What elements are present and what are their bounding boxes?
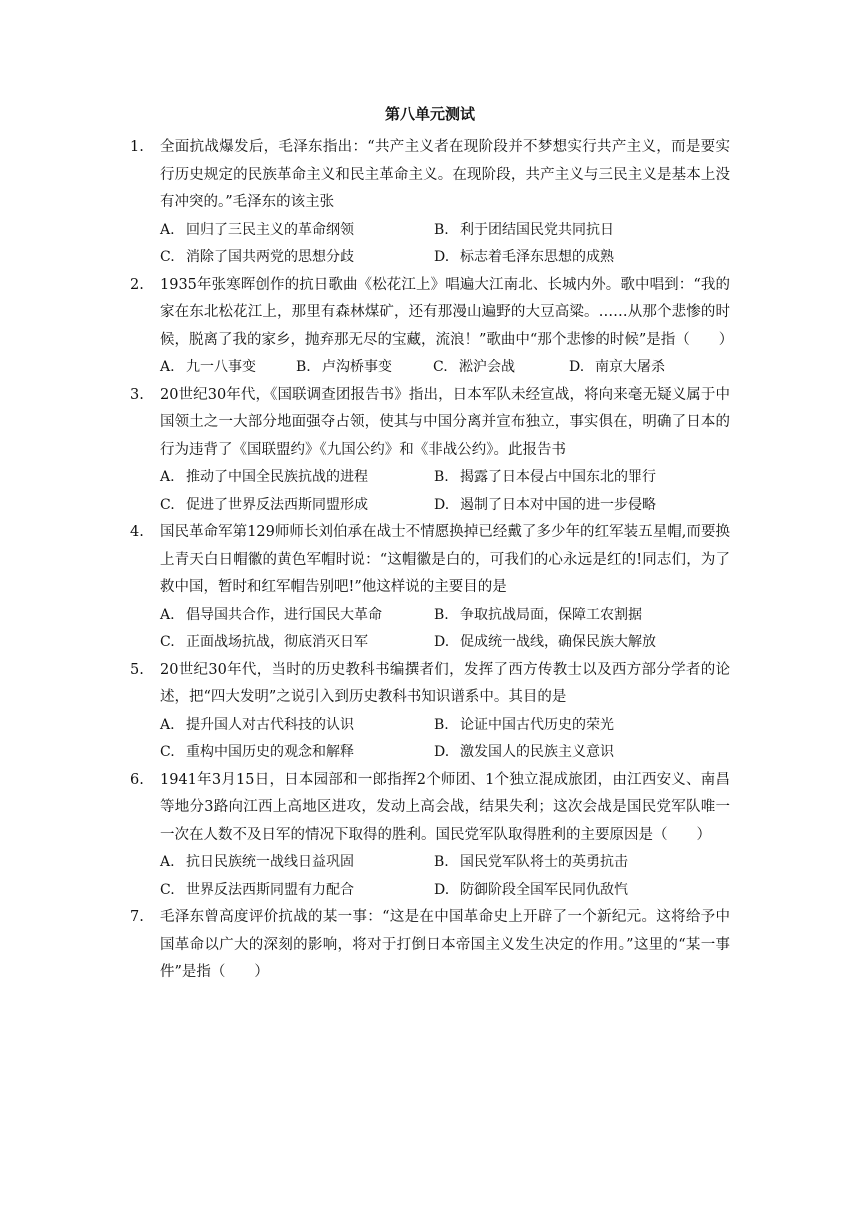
options [160,712,730,767]
option-a: A. 抗日民族统一战线日益巩固 [160,854,354,870]
options [160,217,730,272]
option-b: B. 论证中国古代历史的荣光 [434,716,614,733]
question-stem: 1935年张寒晖创作的抗日歌曲《松花江上》唱遍大江南北、长城内外。歌中唱到：“我的家在东北松花江上，那里有森林煤矿，还有那漫山遍野的大豆高粱。……从那个悲惨的时候，脱离了我的家乡，抛弃那无尽的宝藏，流浪！”歌曲中“那个悲惨的时候”是指（ ） [160,276,734,348]
question-6 [130,767,730,905]
question-1 [130,134,730,272]
option-c: C. 世界反法西斯同盟有力配合 [160,881,354,898]
question-stem: 国民革命军第129师师长刘伯承在战士不情愿换掉已经戴了多少年的红军装五星帽,而要换上青天白日帽徽的黄色军帽时说：“这帽徽是白的，可我们的心永远是红的!同志们，为了救中国，暂时和红军帽告别吧!”他这样说的主要目的是 [160,524,730,595]
option-d: D. 南京大屠杀 [569,359,665,375]
option-b: B. 利于团结国民党共同抗日 [434,221,614,238]
option-c: C. 重构中国历史的观念和解释 [160,744,354,760]
question-stem: 毛泽东曾高度评价抗战的某一事：“这是在中国革命史上开辟了一个新纪元。这将给予中国革命以广大的深刻的影响，将对于打倒日本帝国主义发生决定的作用。”这里的“某一事件”是指（ ） [160,909,730,980]
question-3 [130,382,730,520]
options [160,464,730,519]
question-number: 2. [130,276,144,293]
option-a: A. 提升国人对古代科技的认识 [160,716,354,733]
option-a: A. 倡导国共合作，进行国民大革命 [160,606,382,623]
question-stem: 20世纪30年代，当时的历史教科书编撰者们，发挥了西方传教士以及西方部分学者的论述，把“四大发明”之说引入到历史教科书知识谱系中。其目的是 [160,661,730,705]
question-stem: 全面抗战爆发后，毛泽东指出：“共产主义者在现阶段并不梦想实行共产主义，而是要实行历史规定的民族革命主义和民主革命主义。在现阶段，共产主义与三民主义是基本上没有冲突的。”毛泽东的该主张 [160,139,730,210]
option-c: C. 淞沪会战 [433,359,515,375]
option-c: C. 消除了国共两党的思想分歧 [160,249,354,265]
option-d: D. 激发国人的民族主义意识 [434,744,614,760]
option-a: A. 回归了三民主义的革命纲领 [160,221,354,238]
question-stem: 20世纪30年代，《国联调查团报告书》指出，日本军队未经宣战，将向来毫无疑义属于中国领土之一大部分地面强夺占领，使其与中国分离并宣布独立，事实俱在，明确了日本的行为违背了《国联盟约》《九国公约》和《非战公约》。此报告书 [160,386,730,458]
options [160,849,730,904]
option-a: A. 九一八事变 [160,359,256,375]
question-number: 1. [130,139,144,155]
options [160,602,730,657]
question-number: 5. [130,661,144,678]
question-2 [130,272,734,382]
option-d: D. 防御阶段全国军民同仇敌忾 [434,881,628,898]
options [160,354,730,382]
question-list [130,134,734,987]
page-title: 第八单元测试 [384,105,475,123]
question-number: 7. [130,909,144,925]
option-c: C. 促进了世界反法西斯同盟形成 [160,496,368,513]
question-number: 4. [130,524,144,540]
question-number: 3. [130,386,144,403]
option-d: D. 遏制了日本对中国的进一步侵略 [434,496,656,513]
option-d: D. 标志着毛泽东思想的成熟 [434,249,614,265]
option-b: B. 揭露了日本侵占中国东北的罪行 [434,469,656,485]
option-d: D. 促成统一战线，确保民族大解放 [434,634,656,650]
question-4 [130,519,730,657]
option-b: B. 争取抗战局面，保障工农割据 [434,606,642,623]
question-number: 6. [130,771,144,788]
option-b: B. 卢沟桥事变 [296,359,392,375]
question-7 [130,904,730,987]
option-b: B. 国民党军队将士的英勇抗击 [434,854,628,870]
option-c: C. 正面战场抗战，彻底消灭日军 [160,634,368,650]
option-a: A. 推动了中国全民族抗战的进程 [160,469,368,485]
question-5 [130,657,730,767]
question-stem: 1941年3月15日，日本园部和一郎指挥2个师团、1个独立混成旅团，由江西安义、南昌等地分3路向江西上高地区进攻，发动上高会战，结果失利；这次会战是国民党军队唯一一次在人数不及日军的情况下取得的胜利。国民党军队取得胜利的主要原因是（ ） [160,771,730,843]
